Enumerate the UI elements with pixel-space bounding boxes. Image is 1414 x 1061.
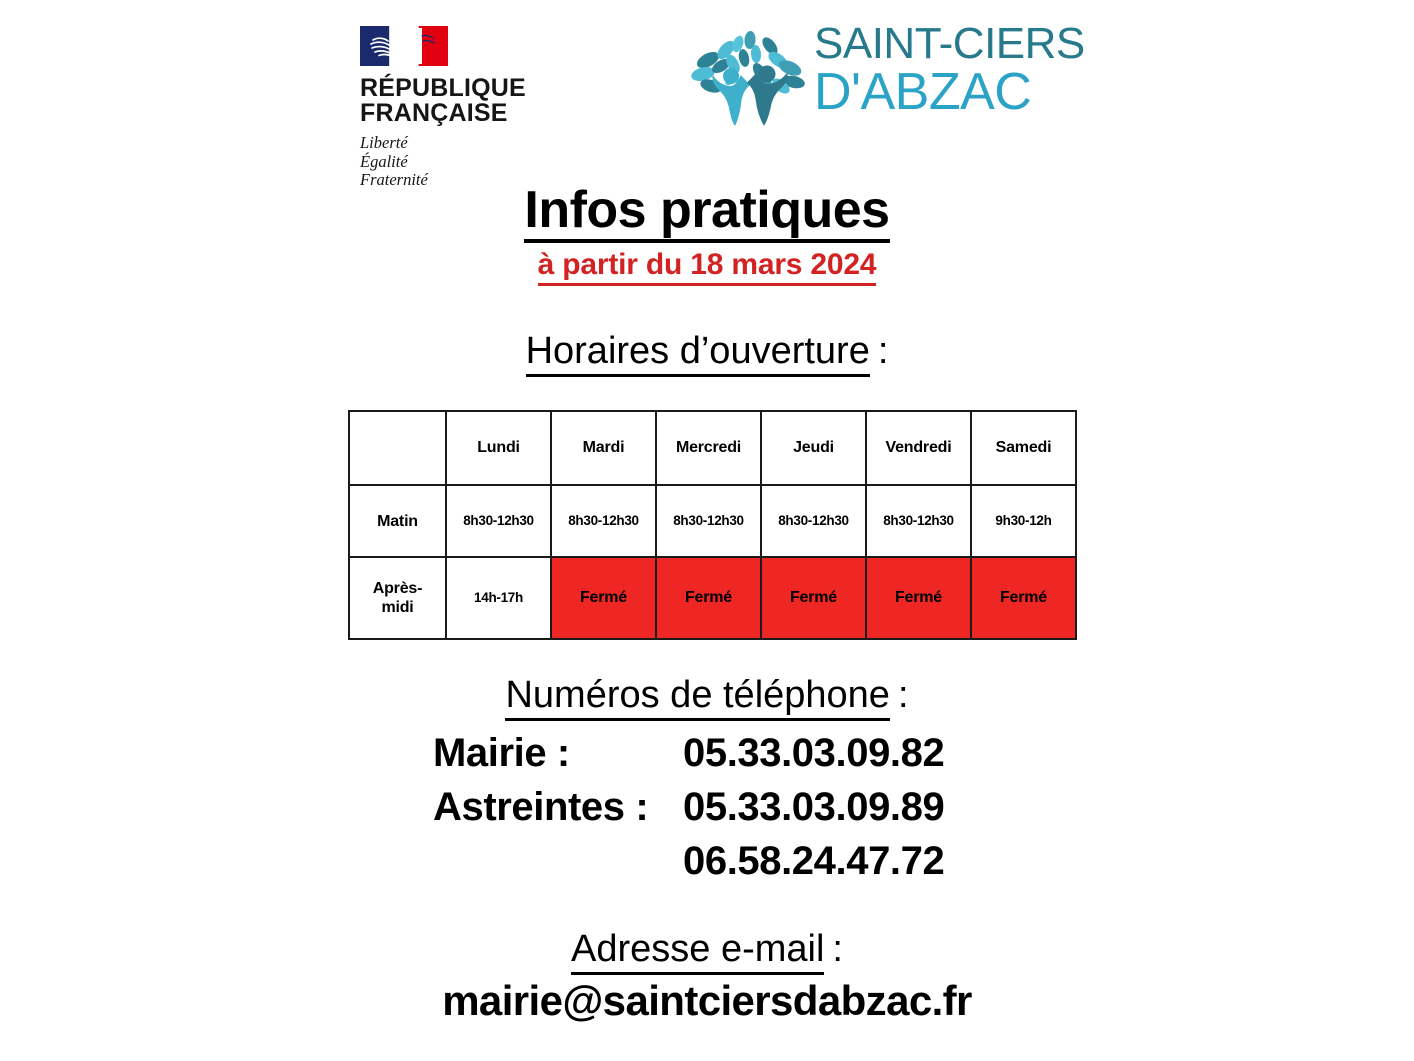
page-title: [0, 182, 1414, 243]
table-corner-cell: [349, 411, 446, 485]
phone-label-astreintes: Astreintes :: [433, 785, 649, 829]
cell-matin-vendredi: 8h30-12h30: [866, 485, 971, 557]
row-label-apres-midi-line2: midi: [381, 599, 414, 616]
page-subtitle: [0, 248, 1414, 286]
email-address[interactable]: mairie@saintciersdabzac.fr: [442, 977, 972, 1024]
motto-egalite: Égalité: [360, 151, 408, 171]
cell-apres-midi-jeudi: Fermé: [761, 557, 866, 639]
section-heading-email-label: Adresse e-mail: [571, 928, 824, 975]
cell-apres-midi-mercredi: Fermé: [656, 557, 761, 639]
row-label-apres-midi-line1: Après-: [372, 580, 423, 597]
section-heading-telephone: [0, 674, 1414, 721]
motto-fraternite: Fraternité: [360, 170, 428, 189]
cell-apres-midi-mardi: Fermé: [551, 557, 656, 639]
table-header-vendredi: Vendredi: [866, 411, 971, 485]
section-heading-horaires: [0, 330, 1414, 377]
opening-hours-table: [348, 410, 1077, 640]
row-label-apres-midi: [349, 557, 446, 639]
cell-matin-mardi: 8h30-12h30: [551, 485, 656, 557]
cell-matin-lundi: 8h30-12h30: [446, 485, 551, 557]
table-header-mercredi: Mercredi: [656, 411, 761, 485]
republique-francaise-block: [360, 26, 590, 190]
table-header-lundi: Lundi: [446, 411, 551, 485]
cell-matin-samedi: 9h30-12h: [971, 485, 1076, 557]
republique-title-line2: FRANÇAISE: [360, 99, 508, 127]
row-label-matin: Matin: [349, 485, 446, 557]
tree-people-logo-icon: [686, 16, 814, 128]
phone-label-mairie: Mairie :: [433, 731, 570, 775]
page-title-text: Infos pratiques: [524, 182, 889, 243]
section-heading-telephone-label: Numéros de téléphone: [505, 674, 889, 721]
cell-apres-midi-lundi: 14h-17h: [446, 557, 551, 639]
phone-row-astreintes-secondary: [0, 834, 1414, 888]
cell-matin-jeudi: 8h30-12h30: [761, 485, 866, 557]
table-header-samedi: Samedi: [971, 411, 1076, 485]
phone-number-list: [0, 726, 1414, 888]
section-heading-email: [0, 928, 1414, 975]
page-subtitle-text: à partir du 18 mars 2024: [538, 248, 877, 286]
republique-title: [360, 76, 590, 126]
table-header-row: [349, 411, 1076, 485]
section-heading-horaires-colon: :: [877, 330, 889, 372]
section-heading-email-colon: :: [832, 928, 843, 970]
cell-matin-mercredi: 8h30-12h30: [656, 485, 761, 557]
section-heading-horaires-label: Horaires d’ouverture: [526, 330, 870, 377]
table-header-mardi: Mardi: [551, 411, 656, 485]
commune-name-line1: SAINT-CIERS: [814, 19, 1085, 68]
table-header-jeudi: Jeudi: [761, 411, 866, 485]
french-flag-marianne-icon: [360, 26, 448, 66]
schedule-table-container: [348, 410, 1062, 640]
phone-number-astreintes-1[interactable]: 05.33.03.09.89: [683, 785, 945, 829]
cell-apres-midi-vendredi: Fermé: [866, 557, 971, 639]
republique-title-line1: RÉPUBLIQUE: [360, 74, 526, 102]
cell-apres-midi-samedi: Fermé: [971, 557, 1076, 639]
commune-logo-wordmark: [814, 19, 1085, 121]
commune-logo: [686, 16, 1085, 131]
phone-number-mairie[interactable]: 05.33.03.09.82: [683, 731, 945, 775]
motto-liberte: Liberté: [360, 133, 408, 152]
table-row-apres-midi: [349, 557, 1076, 639]
phone-number-astreintes-2[interactable]: 06.58.24.47.72: [683, 839, 945, 883]
section-heading-telephone-colon: :: [897, 674, 909, 716]
phone-row-astreintes: [0, 780, 1414, 834]
commune-name-line2: D'ABZAC: [814, 63, 1032, 121]
phone-row-mairie: [0, 726, 1414, 780]
table-row-matin: [349, 485, 1076, 557]
